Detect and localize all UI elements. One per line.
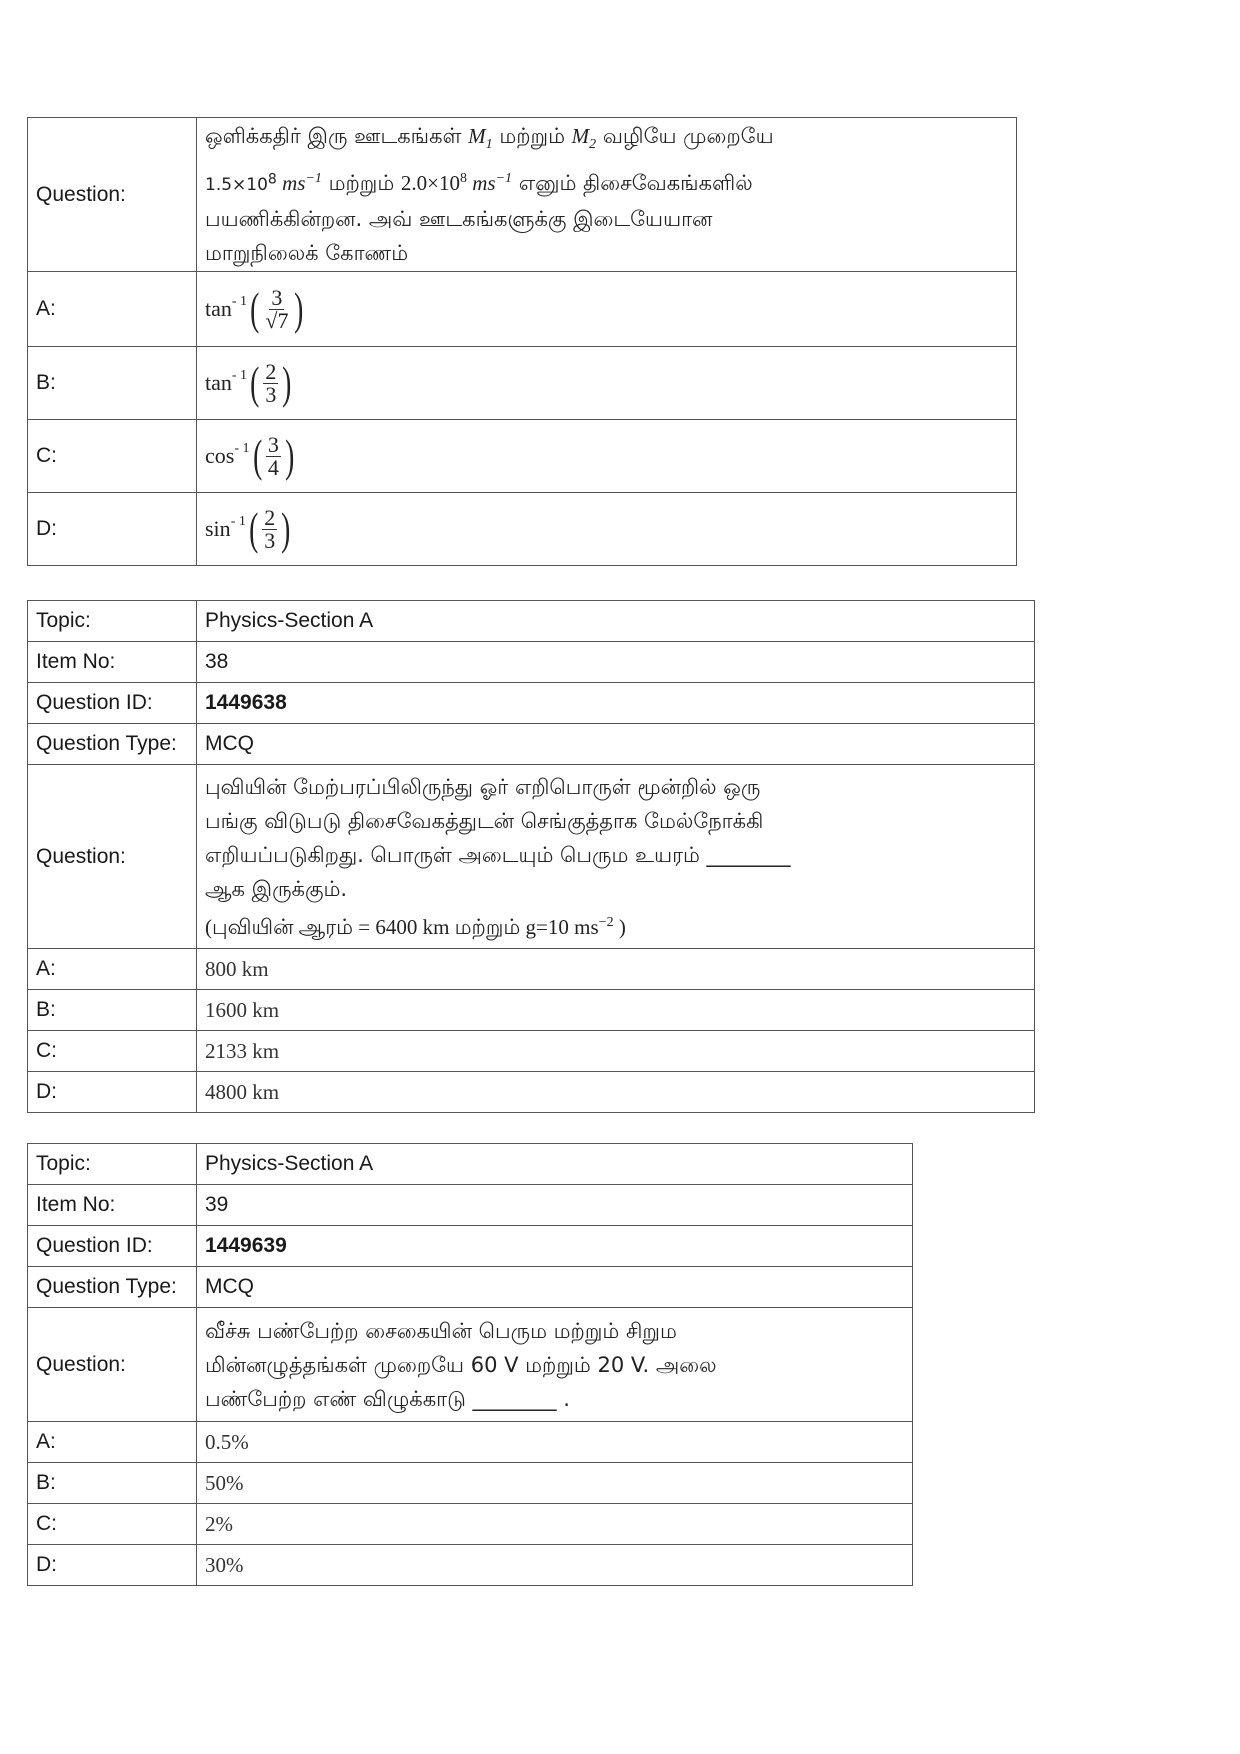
- speed-2-value: 2.0×10: [400, 171, 460, 196]
- option-value: 2133 km: [197, 1031, 1035, 1072]
- option-label: A:: [28, 272, 197, 347]
- m2-subscript: 2: [589, 137, 597, 153]
- option-row-d: [28, 1072, 1035, 1113]
- question-type-label: Question Type:: [28, 1267, 197, 1308]
- question-label: Question:: [28, 765, 197, 949]
- question-type-value: MCQ: [197, 724, 1035, 765]
- question-line: [205, 915, 626, 939]
- option-value: 800 km: [197, 949, 1035, 990]
- question-line: பயணிக்கின்றன. அவ் ஊடகங்களுக்கு இடையேயான: [205, 207, 713, 232]
- unit-1-exp: −1: [305, 171, 322, 187]
- m1-subscript: 1: [485, 137, 493, 153]
- exponent: −2: [598, 914, 614, 930]
- question-line: ஆக இருக்கும்.: [205, 876, 348, 901]
- question-line: மின்னழுத்தங்கள் முறையே 60 V மற்றும் 20 V. அலை: [205, 1352, 717, 1377]
- option-label: D:: [28, 493, 197, 566]
- speed-2: [401, 171, 467, 195]
- math-expression: [205, 283, 307, 334]
- option-row-a: [28, 272, 1017, 347]
- and-text: மற்றும்: [492, 123, 572, 148]
- unit-2-text: ms: [466, 171, 496, 196]
- fraction: [266, 431, 281, 480]
- function-name: cos: [205, 443, 235, 468]
- question-id-row: [28, 683, 1035, 724]
- topic-value: Physics-Section A: [197, 601, 1035, 642]
- question-line: வீச்சு பண்பேற்ற சைகையின் பெரும மற்றும் சிறும: [205, 1318, 677, 1343]
- medium-symbol: [571, 123, 597, 153]
- right-paren: ): [294, 283, 304, 334]
- math-expression: [205, 430, 297, 481]
- option-label: D:: [28, 1072, 197, 1113]
- speed-1: [205, 171, 277, 196]
- exponent: - 1: [231, 294, 248, 309]
- m1: M: [468, 123, 486, 148]
- question-text: [197, 1308, 913, 1422]
- question-type-value: MCQ: [197, 1267, 913, 1308]
- numerator: 2: [264, 504, 276, 530]
- question-id-label: Question ID:: [28, 683, 197, 724]
- option-row-b: [28, 1463, 913, 1504]
- question-38-table: [27, 600, 1035, 1113]
- option-row-b: [28, 347, 1017, 420]
- question-id-label: Question ID:: [28, 1226, 197, 1267]
- topic-value: Physics-Section A: [197, 1144, 913, 1185]
- topic-label: Topic:: [28, 1144, 197, 1185]
- item-value: 39: [197, 1185, 913, 1226]
- question-text: [197, 765, 1035, 949]
- option-label: C:: [28, 1504, 197, 1545]
- option-value: 0.5%: [197, 1422, 913, 1463]
- topic-row: [28, 1144, 913, 1185]
- question-37-table: [27, 117, 1017, 566]
- fraction: [263, 284, 290, 333]
- question-text: [197, 118, 1017, 272]
- option-value: 1600 km: [197, 990, 1035, 1031]
- option-value: [197, 272, 1017, 347]
- topic-label: Topic:: [28, 601, 197, 642]
- question-line: மாறுநிலைக் கோணம்: [205, 241, 409, 266]
- option-label: B:: [28, 1463, 197, 1504]
- option-label: A:: [28, 949, 197, 990]
- left-paren: (: [252, 430, 262, 481]
- denominator: 4: [267, 454, 279, 480]
- question-row: [28, 118, 1017, 272]
- option-label: A:: [28, 1422, 197, 1463]
- option-label: C:: [28, 420, 197, 493]
- unit-2-exp: −1: [495, 171, 513, 187]
- speed-1-value: 1.5×10: [205, 175, 268, 196]
- question-id-value: 1449638: [197, 683, 1035, 724]
- option-label: C:: [28, 1031, 197, 1072]
- math-expression: [205, 503, 294, 554]
- question-line: பண்பேற்ற எண் விழுக்காடு ________ .: [205, 1386, 570, 1411]
- question-id-row: [28, 1226, 913, 1267]
- option-label: B:: [28, 347, 197, 420]
- right-paren: ): [281, 503, 291, 554]
- option-row-d: [28, 493, 1017, 566]
- option-row-a: [28, 949, 1035, 990]
- option-value: 50%: [197, 1463, 913, 1504]
- denominator: 3: [265, 381, 277, 407]
- question-type-row: [28, 724, 1035, 765]
- left-paren: (: [248, 503, 259, 554]
- left-paren: (: [250, 357, 260, 408]
- question-39-table: [27, 1143, 913, 1586]
- question-line: எனும் திசைவேகங்களில்: [512, 171, 753, 196]
- exponent: - 1: [231, 368, 248, 383]
- numerator: 3: [271, 284, 283, 310]
- unit-1: [277, 171, 322, 195]
- and-text: மற்றும்: [321, 171, 401, 196]
- item-value: 38: [197, 642, 1035, 683]
- speed-2-exp: 8: [459, 171, 467, 187]
- question-line-text: (புவியின் ஆரம் = 6400 km மற்றும் g=10 ms: [205, 914, 599, 939]
- option-label: B:: [28, 990, 197, 1031]
- medium-symbol: [468, 123, 493, 153]
- option-row-b: [28, 990, 1035, 1031]
- fraction: [263, 358, 278, 407]
- question-row: [28, 1308, 913, 1422]
- question-type-row: [28, 1267, 913, 1308]
- fraction: [262, 504, 277, 553]
- denominator: 3: [264, 527, 276, 553]
- question-line: புவியின் மேற்பரப்பிலிருந்து ஓர் எறிபொருள் மூன்றில் ஒரு: [205, 774, 761, 799]
- unit-2: [467, 171, 512, 195]
- option-row-d: [28, 1545, 913, 1586]
- speed-1-exp: 8: [267, 171, 277, 188]
- question-id-value: 1449639: [197, 1226, 913, 1267]
- right-paren: ): [284, 430, 295, 481]
- exponent: - 1: [234, 441, 250, 456]
- question-line: பங்கு விடுபடு திசைவேகத்துடன் செங்குத்தாக மேல்நோக்கி: [205, 808, 764, 833]
- function-name: sin: [205, 516, 231, 541]
- function-name: tan: [205, 296, 232, 321]
- question-row: [28, 765, 1035, 949]
- numerator: 2: [265, 358, 277, 384]
- denominator: √7: [265, 307, 289, 333]
- m2: M: [571, 123, 590, 148]
- right-paren: ): [282, 357, 292, 408]
- item-row: [28, 642, 1035, 683]
- question-label: Question:: [28, 1308, 197, 1422]
- question-type-label: Question Type:: [28, 724, 197, 765]
- exponent: - 1: [230, 514, 246, 529]
- option-value: 2%: [197, 1504, 913, 1545]
- item-label: Item No:: [28, 1185, 197, 1226]
- question-line-end: ): [613, 914, 626, 939]
- option-value: 4800 km: [197, 1072, 1035, 1113]
- topic-row: [28, 601, 1035, 642]
- item-row: [28, 1185, 913, 1226]
- question-label: Question:: [28, 118, 197, 272]
- option-value: 30%: [197, 1545, 913, 1586]
- option-value: [197, 347, 1017, 420]
- question-line: ஒளிக்கதிர் இரு ஊடகங்கள்: [205, 123, 469, 148]
- function-name: tan: [205, 370, 232, 395]
- unit-1-text: ms: [276, 171, 306, 196]
- option-row-c: [28, 1031, 1035, 1072]
- item-label: Item No:: [28, 642, 197, 683]
- option-label: D:: [28, 1545, 197, 1586]
- left-paren: (: [250, 283, 260, 334]
- option-value: [197, 493, 1017, 566]
- question-line: வழியே முறையே: [596, 123, 774, 148]
- option-row-c: [28, 420, 1017, 493]
- option-row-c: [28, 1504, 913, 1545]
- option-row-a: [28, 1422, 913, 1463]
- math-expression: [205, 357, 295, 408]
- numerator: 3: [267, 431, 279, 457]
- question-line: எறியப்படுகிறது. பொருள் அடையும் பெரும உயரம் ________: [205, 842, 791, 867]
- option-value: [197, 420, 1017, 493]
